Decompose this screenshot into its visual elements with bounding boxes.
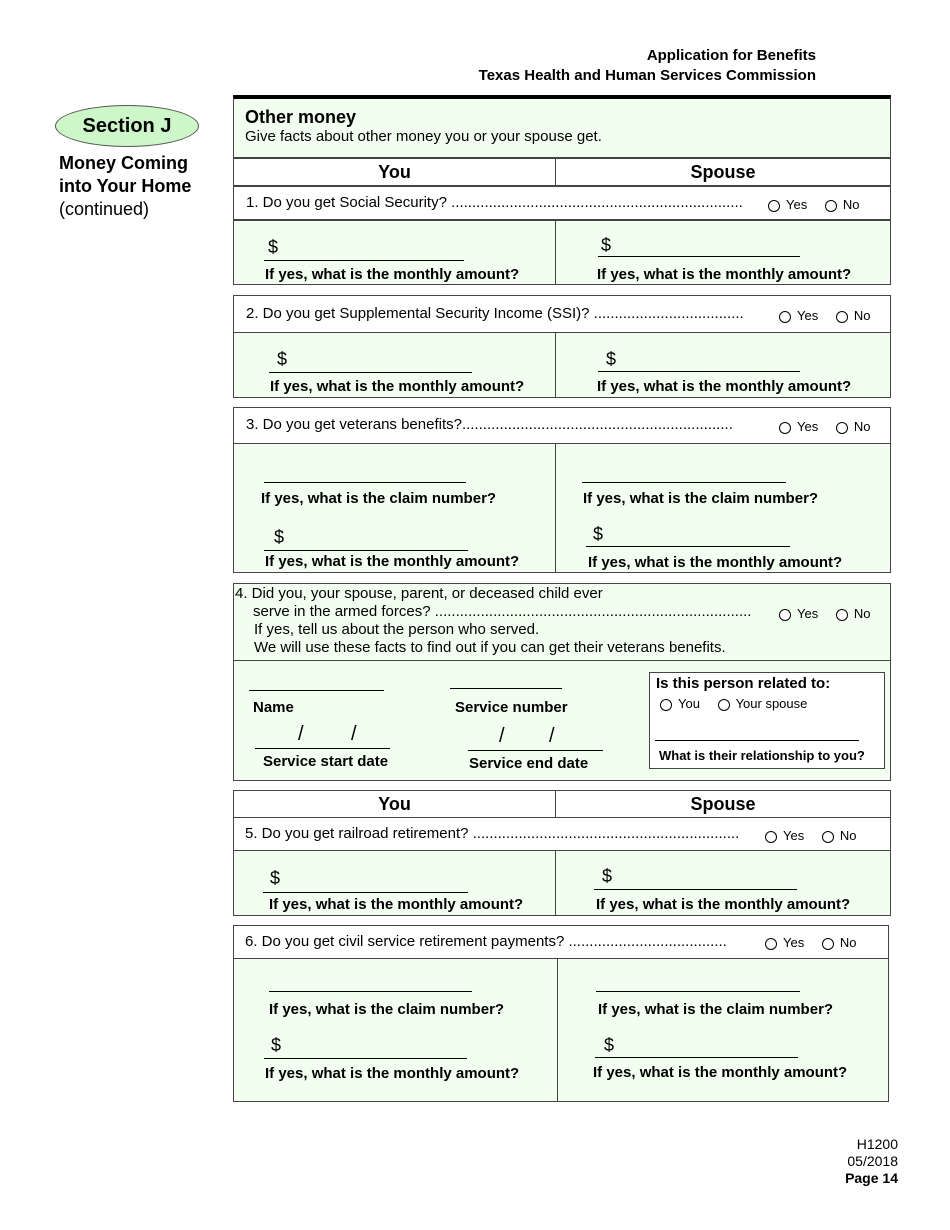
q4-line1: 4. Did you, your spouse, parent, or deceased child ever xyxy=(235,585,603,602)
q1-you-dollar: $ xyxy=(268,237,279,257)
q5-spouse-cell xyxy=(555,850,891,916)
section-title-line2: into Your Home xyxy=(59,176,192,196)
q6-you-claim-label: If yes, what is the claim number? xyxy=(269,1001,505,1018)
q4-related-spouse-radio[interactable] xyxy=(718,699,730,711)
q3-spouse-cell xyxy=(555,443,891,573)
q6-no-radio[interactable] xyxy=(822,938,834,950)
q1-spouse-cell xyxy=(555,220,891,285)
q4-row xyxy=(233,583,891,661)
q2-spouse-cell xyxy=(555,332,891,398)
q3-spouse-claim-input[interactable] xyxy=(582,482,786,483)
q3-you-dollar: $ xyxy=(274,527,285,547)
q6-spouse-amount-label: If yes, what is the monthly amount? xyxy=(593,1064,848,1081)
q5-no-label: No xyxy=(839,828,857,843)
q5-row xyxy=(233,817,891,851)
q1-spouse-amount-label: If yes, what is the monthly amount? xyxy=(597,266,852,283)
section-title xyxy=(59,152,191,221)
q4-options xyxy=(779,606,870,621)
q5-you-cell xyxy=(233,850,556,916)
q4-related-you-label: You xyxy=(678,696,700,711)
q1-options xyxy=(768,197,859,212)
column-you: You xyxy=(378,162,411,182)
q5-you-amount-label: If yes, what is the monthly amount? xyxy=(269,896,524,913)
q5-you-amount-input[interactable] xyxy=(263,892,468,893)
q3-text: 3. Do you get veterans benefits?................................................................. xyxy=(246,416,733,433)
q4-line3: If yes, tell us about the person who served. xyxy=(254,621,540,638)
q6-spouse-amount-input[interactable] xyxy=(595,1057,798,1058)
q2-you-dollar: $ xyxy=(277,349,288,369)
q5-yes-label: Yes xyxy=(783,828,805,843)
intro-title: Other money xyxy=(245,107,357,127)
q2-no-label: No xyxy=(853,308,871,323)
q1-you-amount-label: If yes, what is the monthly amount? xyxy=(265,266,520,283)
q2-spouse-dollar: $ xyxy=(606,349,617,369)
q4-service-end-label: Service end date xyxy=(469,755,589,772)
column-spouse: Spouse xyxy=(690,162,756,182)
q3-spouse-amount-input[interactable] xyxy=(586,546,790,547)
q3-you-claim-label: If yes, what is the claim number? xyxy=(261,490,497,507)
q5-spouse-dollar: $ xyxy=(602,866,613,886)
q6-options xyxy=(765,935,856,950)
section-subtitle: (continued) xyxy=(59,199,150,219)
q4-start-sep2: / xyxy=(351,723,357,745)
q5-spouse-amount-input[interactable] xyxy=(594,889,797,890)
q3-options xyxy=(779,419,870,434)
q6-spouse-claim-label: If yes, what is the claim number? xyxy=(598,1001,834,1018)
q5-no-radio[interactable] xyxy=(822,831,834,843)
q3-no-radio[interactable] xyxy=(836,422,848,434)
form-date: 05/2018 xyxy=(847,1153,898,1169)
q3-you-cell xyxy=(233,443,556,573)
q4-yes-label: Yes xyxy=(797,606,819,621)
form-title: Application for Benefits xyxy=(646,47,816,64)
q2-you-cell xyxy=(233,332,556,398)
q3-no-label: No xyxy=(853,419,871,434)
q4-end-sep1: / xyxy=(499,725,505,747)
q6-you-amount-label: If yes, what is the monthly amount? xyxy=(265,1065,520,1082)
q6-you-claim-input[interactable] xyxy=(269,991,472,992)
q4-relationship-label: What is their relationship to you? xyxy=(659,748,865,763)
intro-text: Give facts about other money you or your spouse get. xyxy=(245,128,602,145)
q6-text: 6. Do you get civil service retirement payments? ...................................... xyxy=(245,933,727,950)
column-header xyxy=(233,158,891,186)
q4-line2: serve in the armed forces? ............................................................................ xyxy=(253,603,752,620)
q5-options xyxy=(765,828,856,843)
q6-spouse-claim-input[interactable] xyxy=(596,991,800,992)
q6-yes-label: Yes xyxy=(783,935,805,950)
q3-spouse-amount-label: If yes, what is the monthly amount? xyxy=(588,554,843,571)
q4-details xyxy=(233,660,891,781)
q2-spouse-amount-label: If yes, what is the monthly amount? xyxy=(597,378,852,395)
q1-no-radio[interactable] xyxy=(825,200,837,212)
q4-related-box xyxy=(649,672,885,769)
q3-spouse-dollar: $ xyxy=(593,524,604,544)
q1-you-cell xyxy=(233,220,556,285)
q1-yes-radio[interactable] xyxy=(768,200,780,212)
footer xyxy=(845,1136,898,1187)
q3-spouse-claim-label: If yes, what is the claim number? xyxy=(583,490,819,507)
q3-you-amount-input[interactable] xyxy=(264,550,468,551)
q4-related-title: Is this person related to: xyxy=(656,675,831,692)
q4-yes-radio[interactable] xyxy=(779,609,791,621)
q3-you-claim-input[interactable] xyxy=(264,482,466,483)
intro-box xyxy=(233,95,891,158)
q1-you-amount-input[interactable] xyxy=(264,260,464,261)
column-spouse-2: Spouse xyxy=(690,794,756,814)
q1-spouse-dollar: $ xyxy=(601,235,612,255)
q3-yes-label: Yes xyxy=(797,419,819,434)
q6-you-amount-input[interactable] xyxy=(264,1058,467,1059)
q6-no-label: No xyxy=(839,935,857,950)
q1-text: 1. Do you get Social Security? ...................................................................... xyxy=(246,194,743,211)
q6-row xyxy=(233,925,889,959)
q3-you-amount-label: If yes, what is the monthly amount? xyxy=(265,553,520,570)
q4-related-options xyxy=(660,696,807,711)
section-badge: Section J xyxy=(55,105,199,147)
q6-yes-radio[interactable] xyxy=(765,938,777,950)
q2-you-amount-input[interactable] xyxy=(269,372,472,373)
q6-you-cell xyxy=(233,958,558,1102)
q6-you-dollar: $ xyxy=(271,1035,282,1055)
q4-related-you-radio[interactable] xyxy=(660,699,672,711)
q2-spouse-amount-input[interactable] xyxy=(598,371,800,372)
q3-yes-radio[interactable] xyxy=(779,422,791,434)
q2-options xyxy=(779,308,870,323)
q4-no-label: No xyxy=(853,606,871,621)
q4-start-sep1: / xyxy=(298,723,304,745)
q4-name-input[interactable] xyxy=(249,690,384,691)
page-number: Page 14 xyxy=(845,1170,898,1186)
q2-yes-label: Yes xyxy=(797,308,819,323)
q1-yes-label: Yes xyxy=(786,197,808,212)
q2-no-radio[interactable] xyxy=(836,311,848,323)
q5-spouse-amount-label: If yes, what is the monthly amount? xyxy=(596,896,851,913)
q1-spouse-amount-input[interactable] xyxy=(598,256,800,257)
form-number: H1200 xyxy=(856,1136,898,1152)
q4-end-sep2: / xyxy=(549,725,555,747)
q4-no-radio[interactable] xyxy=(836,609,848,621)
q6-spouse-cell xyxy=(557,958,889,1102)
q4-name-label: Name xyxy=(253,699,294,716)
section-title-line1: Money Coming xyxy=(59,153,188,173)
q4-service-end-input[interactable] xyxy=(468,750,603,751)
q5-text: 5. Do you get railroad retirement? ................................................................ xyxy=(245,825,740,842)
q2-row xyxy=(233,295,891,333)
q6-spouse-dollar: $ xyxy=(604,1035,615,1055)
agency-name: Texas Health and Human Services Commission xyxy=(478,67,816,84)
q4-line4: We will use these facts to find out if you can get their veterans benefits. xyxy=(254,639,726,656)
q2-text: 2. Do you get Supplemental Security Income (SSI)? .................................... xyxy=(246,305,744,322)
q2-yes-radio[interactable] xyxy=(779,311,791,323)
q2-you-amount-label: If yes, what is the monthly amount? xyxy=(270,378,525,395)
q1-no-label: No xyxy=(842,197,860,212)
q5-you-dollar: $ xyxy=(270,868,281,888)
q4-relationship-input[interactable] xyxy=(655,740,859,741)
q4-service-start-label: Service start date xyxy=(263,753,389,770)
column-you-2: You xyxy=(378,794,411,814)
q4-service-number-label: Service number xyxy=(455,699,568,716)
q1-row xyxy=(233,186,891,220)
q4-related-spouse-label: Your spouse xyxy=(735,696,808,711)
q3-row xyxy=(233,407,891,444)
q4-service-start-input[interactable] xyxy=(255,748,390,749)
column-header-2 xyxy=(233,790,891,818)
q5-yes-radio[interactable] xyxy=(765,831,777,843)
q4-service-number-input[interactable] xyxy=(450,688,562,689)
